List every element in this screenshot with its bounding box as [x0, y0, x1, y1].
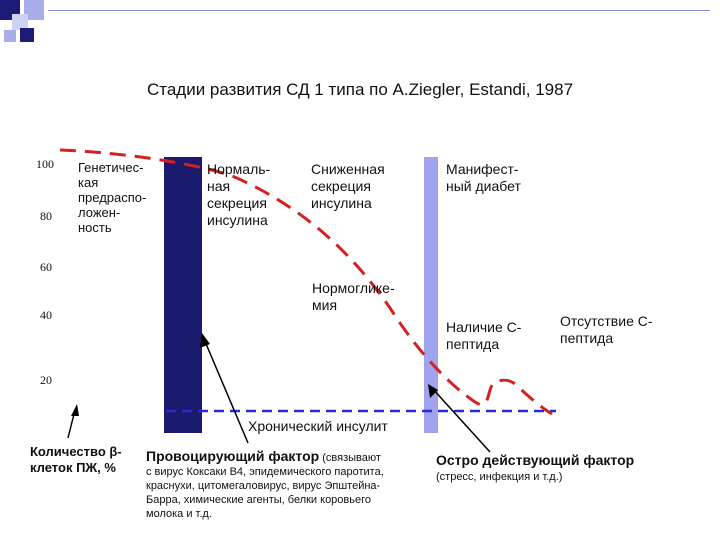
- stage-reduced-secretion: Сниженная секреция инсулина: [311, 161, 385, 211]
- label-c-peptide-present: Наличие С- пептида: [446, 319, 522, 352]
- stage-bar-dark: [164, 157, 202, 433]
- acute-factor-title: Остро действующий фактор: [436, 452, 635, 468]
- arrow-provoking: [204, 339, 248, 443]
- stage-normal-secretion: Нормаль- ная секреция инсулина: [207, 161, 271, 228]
- stage-genetic: Генетичес- кая предраспо- ложен- ность: [78, 160, 147, 235]
- acute-factor-detail: (стресс, инфекция и т.д.): [436, 471, 563, 483]
- label-normoglycemia: Нормоглике- мия: [312, 280, 395, 313]
- arrow-axis-head: [71, 404, 79, 416]
- tick-100: 100: [36, 157, 54, 171]
- provoking-factor-title: Провоцирующий фактор: [146, 448, 320, 464]
- tick-40: 40: [40, 308, 52, 322]
- label-chronic-insulitis: Хронический инсулит: [248, 418, 388, 434]
- provoking-factor: [146, 448, 381, 466]
- arrow-acute: [432, 388, 490, 452]
- tick-20: 20: [40, 373, 52, 387]
- tick-60: 60: [40, 260, 52, 274]
- stage-manifest-diabetes: Манифест- ный диабет: [446, 161, 521, 194]
- provoking-factor-detail: с вирус Коксаки В4, эпидемического паротита, краснухи, цитомегаловирус, вирус Эпштейна- Барра, химические агенты, белки коровьего молока и т.д.: [146, 466, 384, 520]
- provoking-factor-note: (связывают: [319, 452, 381, 464]
- axis-label: Количество β- клеток ПЖ, %: [30, 444, 122, 475]
- page-title: Стадии развития СД 1 типа по A.Ziegler, Estandi, 1987: [146, 80, 574, 99]
- tick-80: 80: [40, 209, 52, 223]
- label-c-peptide-absent: Отсутствие С- пептида: [560, 313, 653, 346]
